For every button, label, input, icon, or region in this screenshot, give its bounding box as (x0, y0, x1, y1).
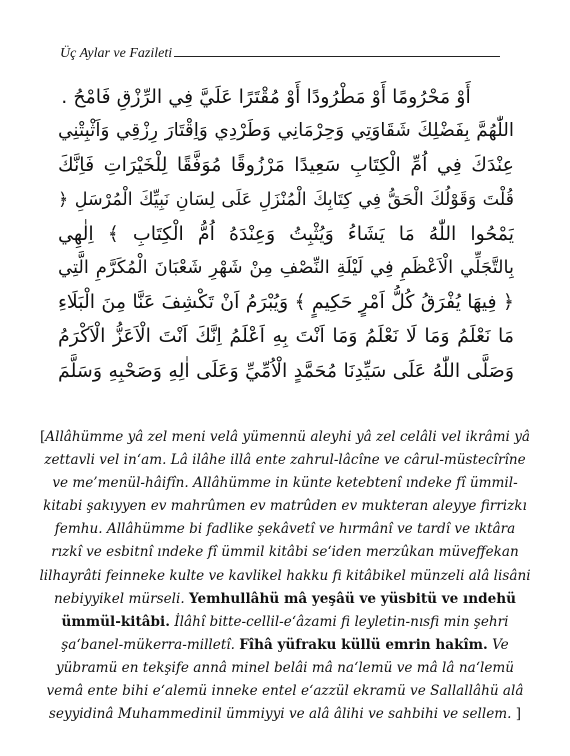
arabic-line-9: وَصَلَّى اللّٰهُ عَلَى سَيِّدِنَا مُحَمَّدٍ الْاُمِّيِّ وَعَلَى اٰلِهِ وَصَحْبِهِ وَسَلَّمَ (58, 359, 514, 382)
arabic-line-1: أَوْ مَحْرُومًا أَوْ مَطْرُودًا أَوْ مُقْتَرًا عَلَيَّ فِي الرِّزْقِ فَامْحُ . (61, 86, 471, 108)
arabic-line-7: ﴿ فِيهَا يُفْرَقُ كُلُّ اَمْرٍ حَكِيمٍ ﴾ وَيُبْرَمُ اَنْ تَكْشِفَ عَنَّا مِنَ الْبَلَاءِ (58, 291, 514, 314)
close-bracket: ] (515, 706, 522, 723)
translit-segment-4: Fîhâ yüfraku küllü emrin hakîm. (239, 636, 488, 653)
arabic-line-4: قُلْتَ وَقَوْلُكَ الْحَقُّ فِي كِتَابِكَ الْمُنْزَلِ عَلَى لِسَانِ نَبِيِّكَ الْمُرْسَلِ ﴿ (58, 189, 514, 210)
translit-segment-3: İlâhî bitte-cellil-e‘âzami fi leyletin-nısfi min şehri şa‘banel-mükerra-milletî. (61, 613, 509, 653)
arabic-line-6: بِالتَّجَلِّي الْاَعْظَمِ فِي لَيْلَةِ النِّصْفِ مِنْ شَهْرِ شَعْبَانَ الْمُكَرَّمِ الَّتِي (58, 256, 514, 278)
arabic-prayer-text (58, 80, 514, 388)
arabic-line-8: مَا نَعْلَمُ وَمَا لَا نَعْلَمُ وَمَا اَنْتَ بِهِ اَعْلَمُ اِنَّكَ اَنْتَ الْاَعَزُّ الْاَكْرَمُ (58, 325, 514, 348)
running-header (60, 46, 500, 62)
transliteration-paragraph (38, 426, 532, 726)
arabic-line-5: يَمْحُوا اللّٰهُ مَا يَشَاءُ وَيُثْبِتُ وَعِنْدَهُ اُمُّ الْكِتَابِ ﴾ اِلٰهِي (58, 222, 514, 245)
translit-segment-2: Yemhullâhü mâ yeşâü ve yüsbitü ve ındehü ümmül-kitâbi. (61, 590, 517, 630)
header-rule (174, 56, 500, 57)
open-bracket: [ (39, 429, 46, 445)
translit-segment-5: Ve yübramü en tekşife annâ minel belâi mâ na‘lemü ve mâ lâ na‘lemü vemâ ente bihi e‘alemü inneke entel e‘azzül ekramü ve Sallallâhü alâ seyyidinâ Muhammedinil ümmiyyi ve alâ âlihi ve sahbihi ve sellem. (46, 636, 524, 723)
arabic-line-3: عِنْدَكَ فِي اُمِّ الْكِتَابِ سَعِيدًا مَرْزُوقًا مُوَفَّقًا لِلْخَيْرَاتِ فَاِنَّكَ (58, 154, 514, 177)
arabic-line-2: اللّٰهُمَّ بِفَضْلِكَ شَقَاوَتِي وَحِرْمَانِي وَطَرْدِي وَاِقْتَارَ رِزْقِي وَاَثْبِتْنِي (58, 120, 514, 142)
translit-segment-1: Allâhümme yâ zel meni velâ yümennü aleyhi yâ zel celâli vel ikrâmi yâ zettavli vel in‘am. Lâ ilâhe illâ ente zahrul-lâcîne ve cârul-müstecîrîne ve me’menül-hâifîn. Allâhümme in künte ketebtenî ındeke fî ümmil-kitabi şakıyyen ev mahrûmen ev matrûden ev mukteran aleyye firrizkı femhu. Allâhümme bi fadlike şekâvetî ve hırmânî ve tardî ve ıktâra rızkî ve esbitnî ındeke fî ümmil kitâbi se‘iden merzûkan müveffekan lilhayrâti feinneke kulte ve kavlikel hakku fi kitâbikel münzeli alâ lisâni nebiyyikel mürseli. (39, 429, 531, 607)
header-title: Üç Aylar ve Fazileti (60, 46, 173, 61)
